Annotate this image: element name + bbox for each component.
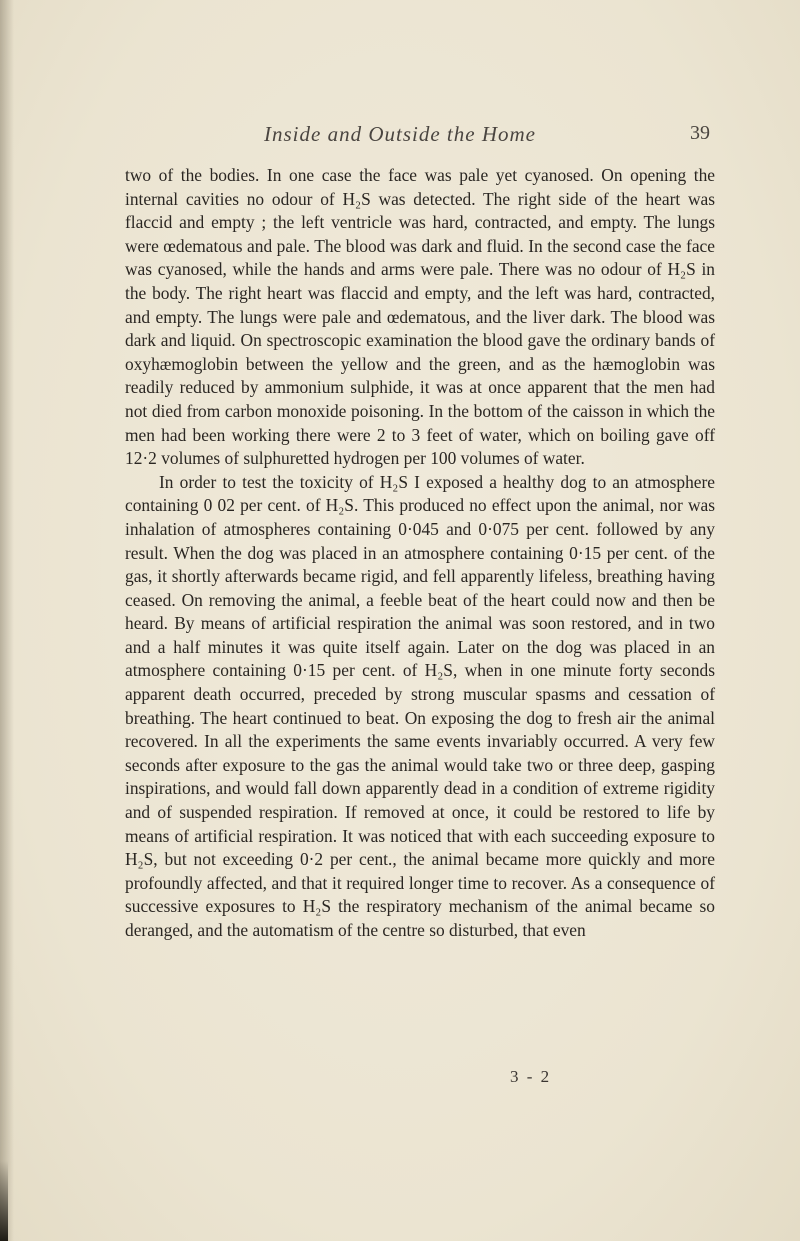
running-head: [0, 122, 800, 152]
paragraph-2: In order to test the toxicity of H₂S I exposed a healthy dog to an atmosphere containing 0 02 per cent. of H₂S. This produced no effect upon the animal, nor was inhalation of atmospheres containing 0·045 and 0·075 per cent. followed by any result. When the dog was placed in an atmosphere containing 0·15 per cent. of the gas, it shortly afterwards became rigid, and fell apparently lifeless, breathing having ceased. On removing the animal, a feeble beat of the heart could now and then be heard. By means of artificial respiration the animal was soon restored, and in two and a half minutes it was quite itself again. Later on the dog was placed in an atmosphere containing 0·15 per cent. of H₂S, when in one minute forty seconds apparent death occurred, preceded by strong muscular spasms and cessation of breathing. The heart continued to beat. On exposing the dog to fresh air the animal recovered. In all the experiments the same events invariably occurred. A very few seconds after exposure to the gas the animal would take two or three deep, gasping inspirations, and would fall down apparently dead in a condition of extreme rigidity and of suspended respiration. If removed at once, it could be restored to life by means of artificial respiration. It was noticed that with each succeeding exposure to H₂S, but not exceeding 0·2 per cent., the animal became more quickly and more profoundly affected, and that it required longer time to recover. As a consequence of successive exposures to H₂S the respiratory mechanism of the animal became so deranged, and the automatism of the centre so disturbed, that even: [125, 471, 715, 940]
signature-mark: 3 - 2: [510, 1067, 552, 1086]
paragraph-1: two of the bodies. In one case the face was pale yet cyanosed. On opening the internal cavities no odour of H₂S was detected. The right side of the heart was flaccid and empty ; the left ventricle was hard, contracted, and empty. The lungs were œdematous and pale. The blood was dark and fluid. In the second case the face was cyanosed, while the hands and arms were pale. There was no odour of H₂S in the body. The right heart was flaccid and empty, and the left was hard, contracted, and empty. The lungs were pale and œdematous, and the liver dark. The blood was dark and liquid. On spectroscopic examination the blood gave the ordinary bands of oxyhæmoglobin between the yellow and the green, and as the hæmoglobin was readily reduced by ammonium sulphide, it was at once apparent that the men had not died from carbon monoxide poisoning. In the bottom of the caisson in which the men had been working there were 2 to 3 feet of water, which on boiling gave off 12·2 volumes of sulphuretted hydrogen per 100 volumes of water.: [125, 165, 715, 469]
running-title: Inside and Outside the Home: [264, 122, 536, 146]
page-number: 39: [690, 122, 710, 144]
page-edge-shadow: [0, 0, 14, 1241]
body-text: [125, 164, 715, 943]
binding-shadow: [0, 1161, 8, 1241]
